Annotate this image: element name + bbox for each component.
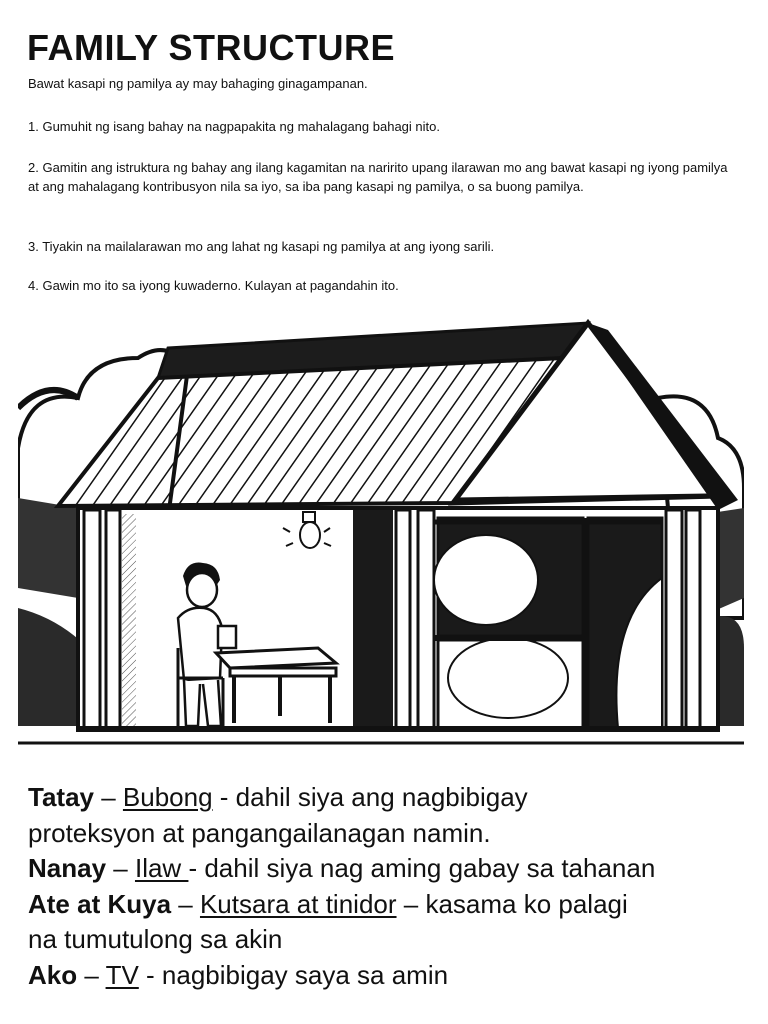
answer-tatay: Tatay – Bubong - dahil siya ang nagbibigay	[28, 782, 528, 812]
reason-text: proteksyon at pangangailanagan namin.	[28, 817, 491, 848]
member-label: Tatay	[28, 782, 94, 812]
instruction-1: 1. Gumuhit ng isang bahay na nagpapakita ng mahalagang bahagi nito.	[28, 119, 440, 134]
instruction-4: 4. Gawin mo ito sa iyong kuwaderno. Kulayan at pagandahin ito.	[28, 278, 399, 293]
instruction-3: 3. Tiyakin na mailalarawan mo ang lahat ng kasapi ng pamilya at ang iyong sarili.	[28, 239, 495, 254]
reason-text: - dahil siya nag aming gabay sa tahanan	[188, 853, 656, 883]
instruction-2: 2. Gamitin ang istruktura ng bahay ang ilang kagamitan na naririto upang ilarawan mo ang bawat kasapi ng iyong pamilya at ang mahalagang kontribusyon nila sa iyo, sa iba pang kasapi ng pamilya, o sa buong pamilya.	[28, 160, 728, 194]
answer-tatay-cont	[28, 816, 758, 852]
reason-text: na tumutulong sa akin	[28, 924, 283, 954]
member-label: Ako	[28, 959, 78, 990]
house-illustration	[18, 318, 744, 750]
reason-text: – kasama ko palagi	[396, 888, 628, 919]
house-part-label: Kutsara at tinidor	[199, 888, 397, 919]
window-panels	[434, 518, 662, 728]
page-title: FAMILY STRUCTURE	[27, 27, 396, 68]
page-subtitle: Bawat kasapi ng pamilya ay may bahaging ginagampanan.	[28, 76, 368, 91]
answer-ate-kuya-cont	[28, 922, 758, 958]
house-part-label: TV	[105, 959, 139, 990]
answer-nanay: Nanay – Ilaw - dahil siya nag aming gabay sa tahanan	[28, 853, 656, 883]
member-label: Ate at Kuya	[28, 888, 172, 919]
house-part-label: Bubong	[122, 782, 213, 812]
reason-text: - nagbibigay saya sa amin	[138, 959, 449, 990]
house-part-label: Ilaw	[134, 853, 189, 883]
answer-ako: Ako – TV - nagbibigay saya sa amin	[28, 959, 449, 990]
member-label: Nanay	[28, 853, 107, 883]
family-structure-answers	[28, 780, 758, 993]
answer-ate-kuya: Ate at Kuya – Kutsara at tinidor – kasama ko palagi	[28, 888, 628, 919]
reason-text: - dahil siya ang nagbibigay	[212, 782, 528, 812]
